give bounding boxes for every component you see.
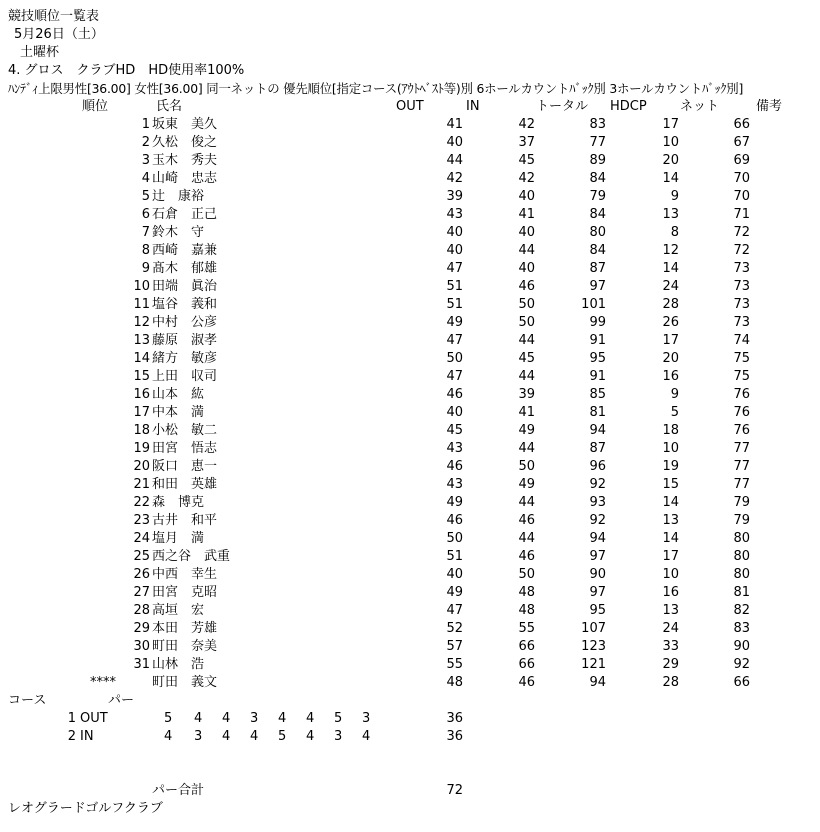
- hdcp-cell: 15: [662, 477, 679, 492]
- rank-cell: 30: [133, 639, 150, 654]
- name-cell: 辻 康裕: [152, 189, 205, 204]
- in-score-cell: 44: [518, 333, 535, 348]
- page-title: 競技順位一覧表: [8, 9, 100, 24]
- name-cell: 中村 公彦: [152, 315, 218, 330]
- name-cell: 中本 満: [152, 405, 205, 420]
- name-cell: 田端 眞治: [152, 279, 218, 294]
- header-hdcp: HDCP: [610, 99, 647, 114]
- header-out: OUT: [396, 99, 424, 114]
- hdcp-cell: 28: [662, 675, 679, 690]
- net-score-cell: 76: [733, 405, 750, 420]
- table-row: [0, 422, 820, 440]
- total-score-cell: 101: [581, 297, 606, 312]
- table-row: [0, 332, 820, 350]
- rank-cell: 21: [133, 477, 150, 492]
- hdcp-cell: 14: [662, 531, 679, 546]
- name-cell: 小松 敏二: [152, 423, 218, 438]
- out-score-cell: 51: [446, 279, 463, 294]
- net-score-cell: 92: [733, 657, 750, 672]
- table-row: [0, 620, 820, 638]
- hdcp-cell: 9: [670, 387, 679, 402]
- out-score-cell: 49: [446, 315, 463, 330]
- hole-par: 4: [222, 729, 231, 744]
- out-score-cell: 43: [446, 207, 463, 222]
- in-score-cell: 44: [518, 441, 535, 456]
- hdcp-cell: 24: [662, 621, 679, 636]
- total-score-cell: 84: [589, 243, 606, 258]
- name-cell: 森 博克: [152, 495, 205, 510]
- in-score-cell: 45: [518, 351, 535, 366]
- table-row: [0, 386, 820, 404]
- table-row: [0, 296, 820, 314]
- in-score-cell: 45: [518, 153, 535, 168]
- rank-cell: 2: [141, 135, 150, 150]
- rank-cell: 5: [141, 189, 150, 204]
- table-row: [0, 458, 820, 476]
- in-score-cell: 66: [518, 657, 535, 672]
- hole-par: 5: [334, 711, 343, 726]
- par-label: パー: [108, 693, 135, 708]
- name-cell: 高垣 宏: [152, 603, 205, 618]
- rank-cell: 28: [133, 603, 150, 618]
- net-score-cell: 72: [733, 243, 750, 258]
- net-score-cell: 74: [733, 333, 750, 348]
- rank-cell: 23: [133, 513, 150, 528]
- table-row: [0, 656, 820, 674]
- table-row: [0, 170, 820, 188]
- rank-cell: 6: [141, 207, 150, 222]
- hdcp-cell: 10: [662, 567, 679, 582]
- table-row: [0, 548, 820, 566]
- hdcp-cell: 33: [662, 639, 679, 654]
- name-cell: 坂東 美久: [152, 117, 218, 132]
- in-score-cell: 55: [518, 621, 535, 636]
- hdcp-cell: 17: [662, 117, 679, 132]
- table-row: [0, 404, 820, 422]
- net-score-cell: 79: [733, 495, 750, 510]
- name-cell: 塩月 満: [152, 531, 205, 546]
- total-score-cell: 84: [589, 171, 606, 186]
- total-score-cell: 94: [589, 675, 606, 690]
- total-score-cell: 90: [589, 567, 606, 582]
- net-score-cell: 77: [733, 441, 750, 456]
- table-row: [0, 242, 820, 260]
- net-score-cell: 70: [733, 171, 750, 186]
- in-score-cell: 42: [518, 117, 535, 132]
- hdcp-cell: 13: [662, 513, 679, 528]
- total-score-cell: 79: [589, 189, 606, 204]
- net-score-cell: 80: [733, 567, 750, 582]
- course-row: [0, 728, 820, 746]
- rank-cell: 29: [133, 621, 150, 636]
- course-row: [0, 710, 820, 728]
- out-score-cell: 40: [446, 243, 463, 258]
- net-score-cell: 72: [733, 225, 750, 240]
- out-score-cell: 46: [446, 387, 463, 402]
- name-cell: 西之谷 武重: [152, 549, 231, 564]
- hole-par: 4: [278, 711, 287, 726]
- out-score-cell: 39: [446, 189, 463, 204]
- hdcp-cell: 20: [662, 351, 679, 366]
- hdcp-cell: 13: [662, 207, 679, 222]
- in-score-cell: 46: [518, 513, 535, 528]
- rank-cell: 22: [133, 495, 150, 510]
- net-score-cell: 73: [733, 261, 750, 276]
- rank-cell: 8: [141, 243, 150, 258]
- table-row: [0, 260, 820, 278]
- out-score-cell: 40: [446, 225, 463, 240]
- net-score-cell: 66: [733, 117, 750, 132]
- total-score-cell: 80: [589, 225, 606, 240]
- in-score-cell: 40: [518, 225, 535, 240]
- total-score-cell: 81: [589, 405, 606, 420]
- rank-cell: 24: [133, 531, 150, 546]
- out-score-cell: 48: [446, 675, 463, 690]
- hole-par: 4: [306, 711, 315, 726]
- total-score-cell: 92: [589, 477, 606, 492]
- name-cell: 田宮 悟志: [152, 441, 218, 456]
- table-row: [0, 314, 820, 332]
- in-score-cell: 41: [518, 405, 535, 420]
- total-score-cell: 85: [589, 387, 606, 402]
- net-score-cell: 76: [733, 387, 750, 402]
- net-score-cell: 83: [733, 621, 750, 636]
- hole-par: 5: [278, 729, 287, 744]
- total-score-cell: 87: [589, 261, 606, 276]
- total-score-cell: 87: [589, 441, 606, 456]
- out-score-cell: 47: [446, 333, 463, 348]
- total-score-cell: 97: [589, 279, 606, 294]
- out-score-cell: 51: [446, 297, 463, 312]
- table-row: [0, 566, 820, 584]
- rank-cell: 15: [133, 369, 150, 384]
- total-score-cell: 123: [581, 639, 606, 654]
- hdcp-cell: 17: [662, 549, 679, 564]
- hdcp-cell: 24: [662, 279, 679, 294]
- rank-cell: ****: [90, 675, 116, 690]
- total-score-cell: 121: [581, 657, 606, 672]
- hole-par: 3: [194, 729, 203, 744]
- rank-cell: 3: [141, 153, 150, 168]
- out-score-cell: 40: [446, 135, 463, 150]
- net-score-cell: 81: [733, 585, 750, 600]
- out-score-cell: 47: [446, 369, 463, 384]
- name-cell: 藤原 淑孝: [152, 333, 218, 348]
- in-score-cell: 44: [518, 531, 535, 546]
- in-score-cell: 42: [518, 171, 535, 186]
- out-score-cell: 50: [446, 531, 463, 546]
- name-cell: 山本 紘: [152, 387, 205, 402]
- hdcp-cell: 28: [662, 297, 679, 312]
- out-score-cell: 55: [446, 657, 463, 672]
- total-score-cell: 93: [589, 495, 606, 510]
- out-score-cell: 45: [446, 423, 463, 438]
- header-remarks: 備考: [756, 99, 783, 114]
- net-score-cell: 67: [733, 135, 750, 150]
- out-score-cell: 46: [446, 513, 463, 528]
- hdcp-cell: 9: [670, 189, 679, 204]
- hdcp-cell: 14: [662, 171, 679, 186]
- hdcp-cell: 20: [662, 153, 679, 168]
- name-cell: 西崎 嘉兼: [152, 243, 218, 258]
- rank-cell: 18: [133, 423, 150, 438]
- rank-cell: 4: [141, 171, 150, 186]
- out-score-cell: 49: [446, 585, 463, 600]
- hdcp-cell: 8: [670, 225, 679, 240]
- out-score-cell: 57: [446, 639, 463, 654]
- table-row: [0, 476, 820, 494]
- rank-cell: 27: [133, 585, 150, 600]
- table-row: [0, 494, 820, 512]
- total-score-cell: 77: [589, 135, 606, 150]
- net-score-cell: 66: [733, 675, 750, 690]
- table-row: [0, 116, 820, 134]
- hdcp-cell: 14: [662, 495, 679, 510]
- in-score-cell: 50: [518, 315, 535, 330]
- net-score-cell: 76: [733, 423, 750, 438]
- table-row: [0, 602, 820, 620]
- in-score-cell: 48: [518, 585, 535, 600]
- course-name: OUT: [80, 711, 108, 726]
- name-cell: 田宮 克昭: [152, 585, 218, 600]
- in-score-cell: 44: [518, 495, 535, 510]
- net-score-cell: 71: [733, 207, 750, 222]
- in-score-cell: 50: [518, 297, 535, 312]
- event-name: 土曜杯: [20, 45, 60, 60]
- conditions-line: ﾊﾝﾃﾞｨ上限男性[36.00] 女性[36.00] 同一ネットの 優先順位[指定コース(ｱｳﾄﾍﾞｽﾄ等)別 6ホールカウントﾊﾞｯｸ別 3ホールカウントﾊﾞｯｸ別]: [8, 81, 744, 96]
- table-row: [0, 188, 820, 206]
- total-score-cell: 99: [589, 315, 606, 330]
- table-row: [0, 350, 820, 368]
- header-in: IN: [466, 99, 480, 114]
- table-row: [0, 224, 820, 242]
- total-score-cell: 89: [589, 153, 606, 168]
- in-score-cell: 50: [518, 459, 535, 474]
- hdcp-cell: 14: [662, 261, 679, 276]
- table-row: [0, 530, 820, 548]
- rank-cell: 20: [133, 459, 150, 474]
- header-name: 氏名: [156, 99, 183, 114]
- hdcp-cell: 19: [662, 459, 679, 474]
- course-par-total: 36: [446, 711, 463, 726]
- hole-par: 4: [164, 729, 173, 744]
- table-row: [0, 134, 820, 152]
- course-label: コース: [8, 693, 47, 708]
- rank-cell: 9: [141, 261, 150, 276]
- name-cell: 久松 俊之: [152, 135, 218, 150]
- hole-par: 4: [306, 729, 315, 744]
- name-cell: 石倉 正己: [152, 207, 218, 222]
- hole-par: 4: [194, 711, 203, 726]
- hole-par: 3: [334, 729, 343, 744]
- par-total-value: 72: [446, 783, 463, 798]
- net-score-cell: 77: [733, 477, 750, 492]
- total-score-cell: 94: [589, 423, 606, 438]
- table-row: [0, 440, 820, 458]
- rank-cell: 7: [141, 225, 150, 240]
- name-cell: 鈴木 守: [152, 225, 205, 240]
- table-row: [0, 152, 820, 170]
- net-score-cell: 73: [733, 315, 750, 330]
- out-score-cell: 42: [446, 171, 463, 186]
- hole-par: 3: [250, 711, 259, 726]
- name-cell: 阪口 恵一: [152, 459, 218, 474]
- name-cell: 髙木 郁雄: [152, 261, 218, 276]
- name-cell: 和田 英雄: [152, 477, 218, 492]
- course-name: IN: [80, 729, 94, 744]
- rank-cell: 16: [133, 387, 150, 402]
- course-number: 1: [67, 711, 76, 726]
- category-line: 4. グロス クラブHD HD使用率100%: [8, 63, 245, 78]
- in-score-cell: 66: [518, 639, 535, 654]
- hdcp-cell: 10: [662, 441, 679, 456]
- name-cell: 山崎 忠志: [152, 171, 218, 186]
- net-score-cell: 90: [733, 639, 750, 654]
- net-score-cell: 79: [733, 513, 750, 528]
- total-score-cell: 92: [589, 513, 606, 528]
- in-score-cell: 39: [518, 387, 535, 402]
- hdcp-cell: 12: [662, 243, 679, 258]
- out-score-cell: 51: [446, 549, 463, 564]
- name-cell: 玉木 秀夫: [152, 153, 218, 168]
- name-cell: 古井 和平: [152, 513, 218, 528]
- in-score-cell: 40: [518, 189, 535, 204]
- name-cell: 町田 奈美: [152, 639, 218, 654]
- rank-cell: 10: [133, 279, 150, 294]
- hdcp-cell: 18: [662, 423, 679, 438]
- out-score-cell: 40: [446, 567, 463, 582]
- in-score-cell: 46: [518, 675, 535, 690]
- in-score-cell: 50: [518, 567, 535, 582]
- rank-cell: 31: [133, 657, 150, 672]
- out-score-cell: 43: [446, 477, 463, 492]
- in-score-cell: 44: [518, 369, 535, 384]
- out-score-cell: 43: [446, 441, 463, 456]
- total-score-cell: 95: [589, 351, 606, 366]
- total-score-cell: 96: [589, 459, 606, 474]
- out-score-cell: 47: [446, 261, 463, 276]
- total-score-cell: 91: [589, 333, 606, 348]
- out-score-cell: 52: [446, 621, 463, 636]
- net-score-cell: 73: [733, 279, 750, 294]
- out-score-cell: 46: [446, 459, 463, 474]
- net-score-cell: 75: [733, 351, 750, 366]
- hdcp-cell: 10: [662, 135, 679, 150]
- rank-cell: 1: [141, 117, 150, 132]
- header-net: ネット: [680, 99, 720, 114]
- net-score-cell: 82: [733, 603, 750, 618]
- out-score-cell: 41: [446, 117, 463, 132]
- rank-cell: 11: [133, 297, 150, 312]
- name-cell: 町田 義文: [152, 675, 218, 690]
- in-score-cell: 37: [518, 135, 535, 150]
- table-row: [0, 278, 820, 296]
- table-row: [0, 512, 820, 530]
- in-score-cell: 40: [518, 261, 535, 276]
- in-score-cell: 46: [518, 549, 535, 564]
- club-name: レオグラードゴルフクラブ: [8, 801, 163, 816]
- in-score-cell: 46: [518, 279, 535, 294]
- table-row: [0, 638, 820, 656]
- hole-par: 5: [164, 711, 173, 726]
- name-cell: 上田 収司: [152, 369, 218, 384]
- net-score-cell: 80: [733, 549, 750, 564]
- in-score-cell: 44: [518, 243, 535, 258]
- hdcp-cell: 13: [662, 603, 679, 618]
- name-cell: 中西 幸生: [152, 567, 218, 582]
- out-score-cell: 44: [446, 153, 463, 168]
- in-score-cell: 49: [518, 477, 535, 492]
- in-score-cell: 48: [518, 603, 535, 618]
- total-score-cell: 91: [589, 369, 606, 384]
- hdcp-cell: 16: [662, 585, 679, 600]
- total-score-cell: 97: [589, 585, 606, 600]
- course-number: 2: [67, 729, 76, 744]
- hole-par: 3: [362, 711, 371, 726]
- hole-par: 4: [222, 711, 231, 726]
- table-row: [0, 206, 820, 224]
- total-score-cell: 83: [589, 117, 606, 132]
- rank-cell: 26: [133, 567, 150, 582]
- table-row: [0, 674, 820, 692]
- total-score-cell: 95: [589, 603, 606, 618]
- net-score-cell: 73: [733, 297, 750, 312]
- name-cell: 本田 芳雄: [152, 621, 218, 636]
- hdcp-cell: 5: [670, 405, 679, 420]
- net-score-cell: 70: [733, 189, 750, 204]
- hdcp-cell: 26: [662, 315, 679, 330]
- hdcp-cell: 16: [662, 369, 679, 384]
- in-score-cell: 49: [518, 423, 535, 438]
- total-score-cell: 97: [589, 549, 606, 564]
- event-date: 5月26日（土）: [14, 27, 104, 42]
- par-total-label: パー合計: [152, 783, 205, 798]
- rank-cell: 12: [133, 315, 150, 330]
- header-rank: 順位: [82, 99, 109, 114]
- name-cell: 山林 浩: [152, 657, 205, 672]
- rank-cell: 13: [133, 333, 150, 348]
- hdcp-cell: 29: [662, 657, 679, 672]
- header-total: トータル: [536, 99, 589, 114]
- rank-cell: 17: [133, 405, 150, 420]
- name-cell: 塩谷 義和: [152, 297, 218, 312]
- total-score-cell: 107: [581, 621, 606, 636]
- out-score-cell: 47: [446, 603, 463, 618]
- in-score-cell: 41: [518, 207, 535, 222]
- out-score-cell: 50: [446, 351, 463, 366]
- out-score-cell: 40: [446, 405, 463, 420]
- hdcp-cell: 17: [662, 333, 679, 348]
- hole-par: 4: [362, 729, 371, 744]
- total-score-cell: 84: [589, 207, 606, 222]
- rank-cell: 14: [133, 351, 150, 366]
- hole-par: 4: [250, 729, 259, 744]
- course-par-total: 36: [446, 729, 463, 744]
- net-score-cell: 69: [733, 153, 750, 168]
- table-row: [0, 368, 820, 386]
- rank-cell: 19: [133, 441, 150, 456]
- out-score-cell: 49: [446, 495, 463, 510]
- table-row: [0, 584, 820, 602]
- net-score-cell: 80: [733, 531, 750, 546]
- rank-cell: 25: [133, 549, 150, 564]
- net-score-cell: 77: [733, 459, 750, 474]
- name-cell: 緒方 敏彦: [152, 351, 218, 366]
- net-score-cell: 75: [733, 369, 750, 384]
- total-score-cell: 94: [589, 531, 606, 546]
